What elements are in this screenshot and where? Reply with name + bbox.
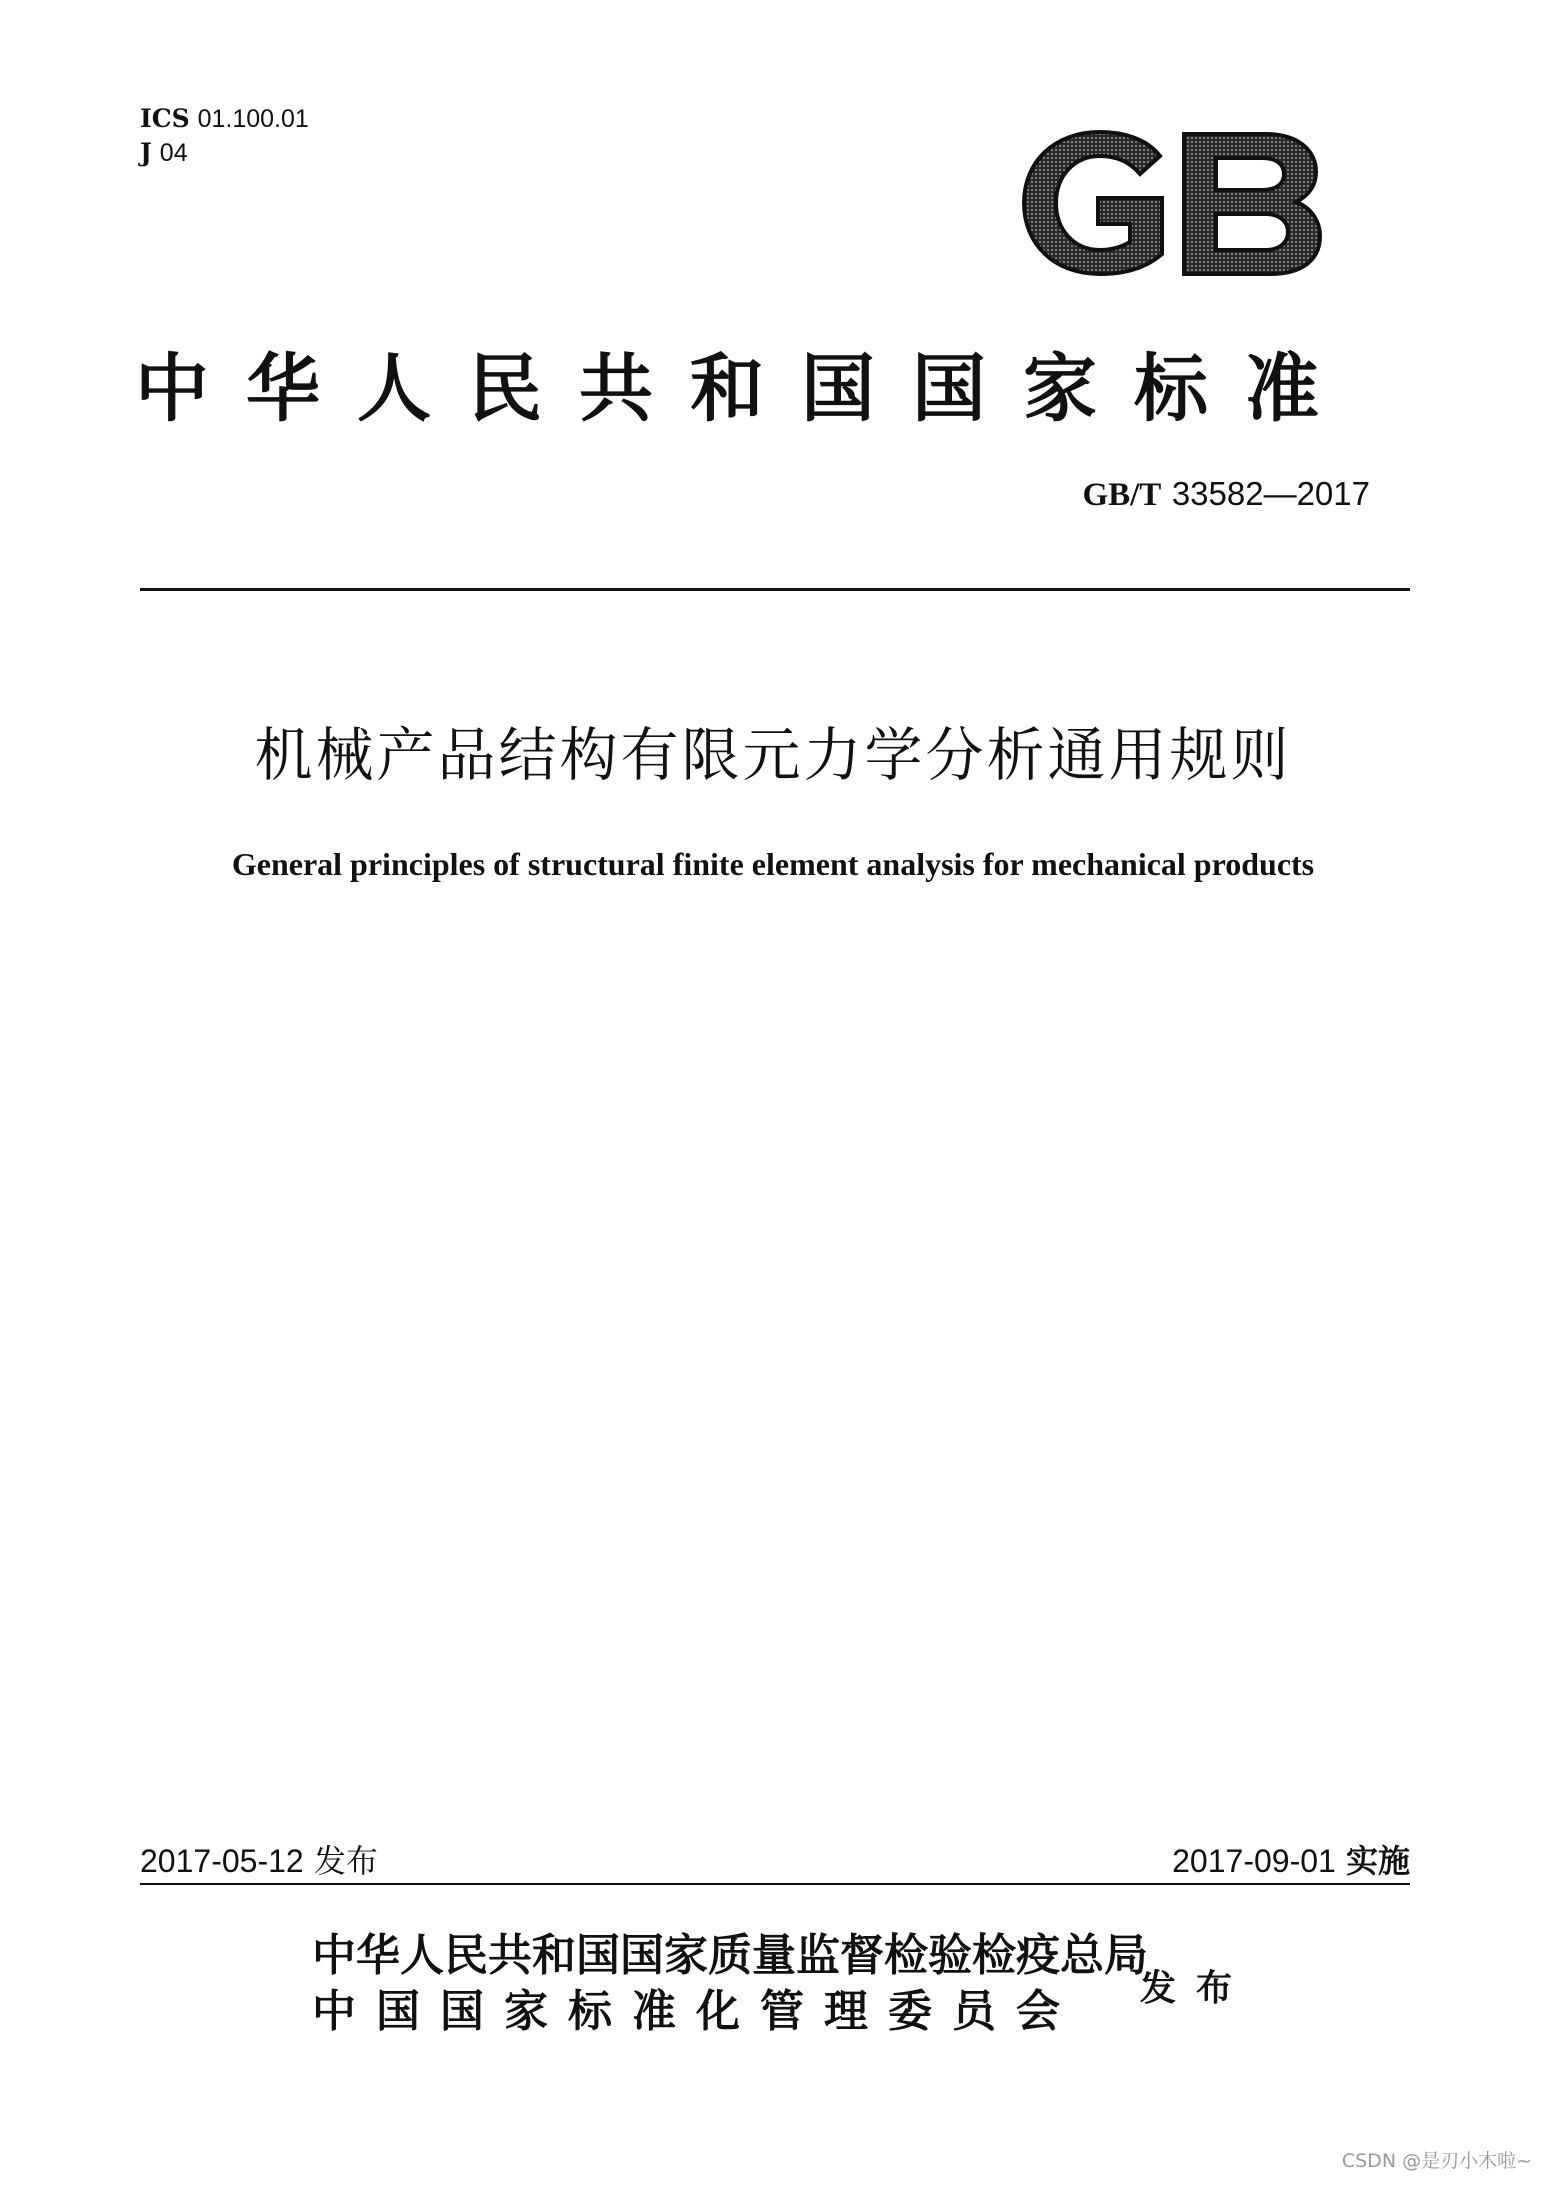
ics-block — [140, 102, 309, 170]
class-label: J — [140, 138, 152, 167]
implementation-date-value: 2017-09-01 — [1172, 1843, 1336, 1879]
standard-number — [1082, 474, 1370, 514]
ics-line — [140, 102, 309, 136]
english-title: General principles of structural finite element analysis for mechanical products — [231, 846, 1315, 882]
publish-label: 发布 — [1140, 1967, 1253, 2009]
issue-date-value: 2017-05-12 — [140, 1843, 304, 1879]
standard-number-prefix: GB/T — [1082, 477, 1162, 513]
implementation-date — [1172, 1836, 1410, 1882]
ics-code: 01.100.01 — [197, 105, 309, 133]
standard-type-heading: 中华人民共和国国家标准 — [135, 346, 1356, 432]
authority-line-1: 中华人民共和国国家质量监督检验检疫总局 — [312, 1930, 1148, 1981]
issuing-authorities — [312, 1928, 1148, 2040]
standard-number-value: 33582—2017 — [1171, 475, 1370, 512]
bottom-divider — [140, 1883, 1410, 1885]
top-divider — [140, 588, 1410, 591]
chinese-title: 机械产品结构有限元力学分析通用规则 — [254, 721, 1292, 789]
implementation-date-word: 实施 — [1345, 1842, 1410, 1880]
issue-date-word: 发布 — [313, 1842, 378, 1880]
class-code: 04 — [159, 139, 188, 167]
ics-label: ICS — [140, 104, 190, 133]
authority-line-2: 中国国家标准化管理委员会 — [312, 1986, 1080, 2037]
class-line — [140, 136, 309, 170]
watermark: CSDN @是刃小木啦~ — [1341, 2150, 1532, 2172]
issue-date — [140, 1836, 378, 1882]
gb-logo-icon — [1018, 128, 1324, 278]
